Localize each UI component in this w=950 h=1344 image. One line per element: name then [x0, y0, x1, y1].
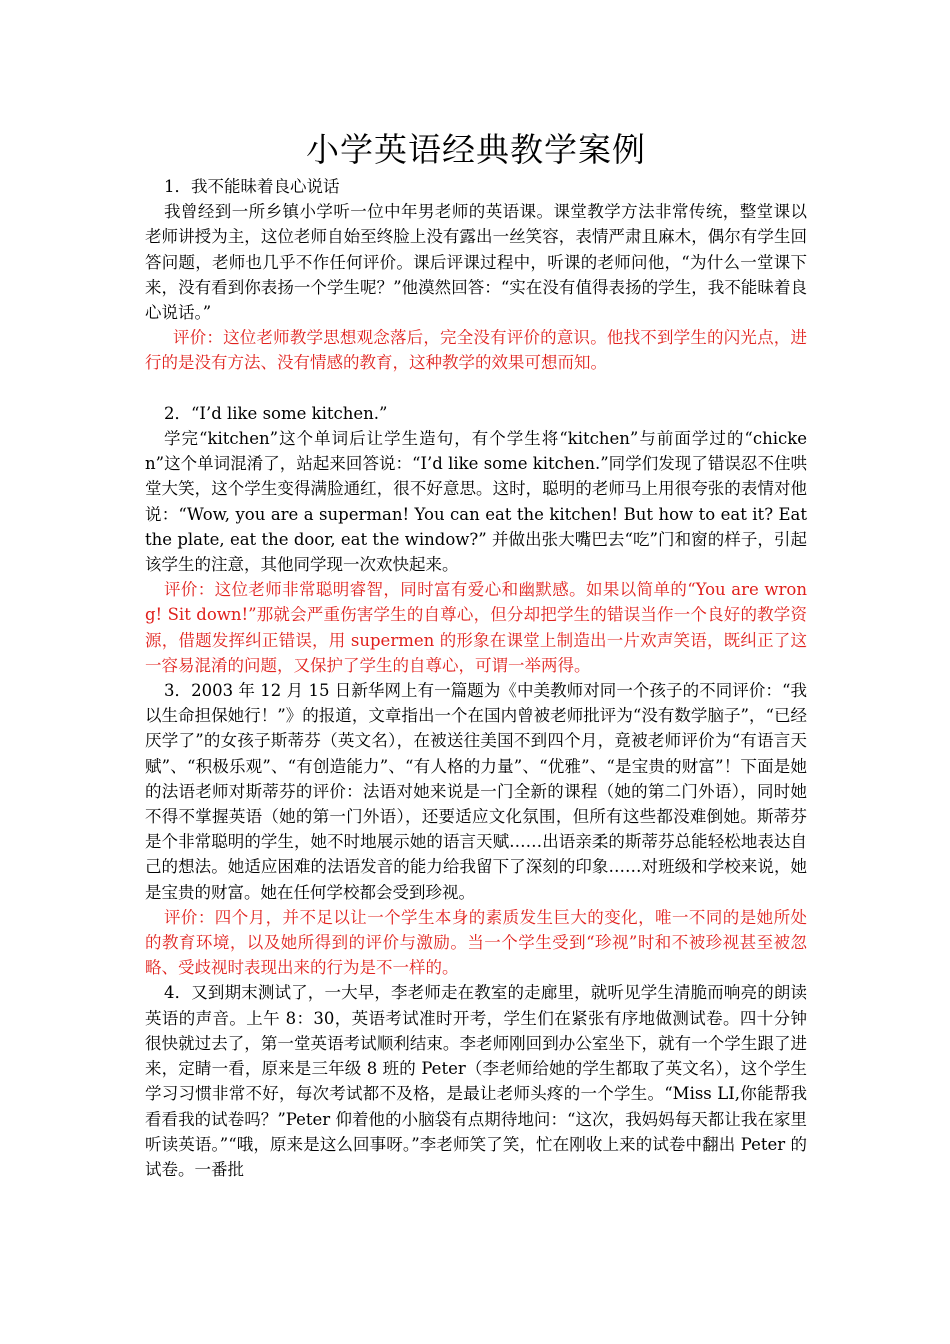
- case-3: [145, 678, 807, 980]
- case-2-body: 学完“kitchen”这个单词后让学生造句，有个学生将“kitchen”与前面学过的“chicken”这个单词混淆了，站起来回答说：“I’d like some kitchen.”同学们发现了错误忍不住哄堂大笑，这个学生变得满脸通红，很不好意思。这时，聪明的老师马上用很夸张的表情对他说：“Wow, you are a superman! You can eat the kitchen! But how to eat it? Eat the plate, eat the door, eat the window?” 并做出张大嘴巴去“吃”门和窗的样子，引起该学生的注意，其他同学现一次欢快起来。: [145, 429, 807, 575]
- paragraph-spacer: [145, 376, 807, 401]
- case-1-heading: 1．我不能昧着良心说话: [164, 177, 340, 196]
- case-2-heading: 2．“I’d like some kitchen.”: [164, 403, 388, 423]
- case-1-evaluation: 评价：这位老师教学思想观念落后，完全没有评价的意识。他找不到学生的闪光点，进行的是没有方法、没有情感的教育，这种教学的效果可想而知。: [145, 328, 807, 373]
- case-3-evaluation: 评价：四个月，并不足以让一个学生本身的素质发生巨大的变化，唯一不同的是她所处的教育环境，以及她所得到的评价与激励。当一个学生受到“珍视”时和不被珍视甚至被忽略、受歧视时表现出来的行为是不一样的。: [145, 907, 807, 978]
- case-2: [145, 401, 807, 678]
- case-2-evaluation: 评价：这位老师非常聪明睿智，同时富有爱心和幽默感。如果以简单的“You are wrong! Sit down!”那就会严重伤害学生的自尊心，但分却把学生的错误当作一个良好的教学资源，借题发挥纠正错误，用 supermen 的形象在课堂上制造出一片欢声笑语，既纠正了这一容易混淆的问题，又保护了学生的自尊心，可谓一举两得。: [145, 580, 807, 675]
- case-1-body: 我曾经到一所乡镇小学听一位中年男老师的英语课。课堂教学方法非常传统，整堂课以老师讲授为主，这位老师自始至终脸上没有露出一丝笑容，表情严肃且麻木，偶尔有学生回答问题，老师也几乎不作任何评价。课后评课过程中，听课的老师问他，“为什么一堂课下来，没有看到你表扬一个学生呢？”他漠然回答：“实在没有值得表扬的学生，我不能昧着良心说话。”: [145, 202, 807, 323]
- case-4-body: 4．又到期末测试了，一大早，李老师走在教室的走廊里，就听见学生清脆而响亮的朗读英语的声音。上午 8：30，英语考试准时开考，学生们在紧张有序地做测试卷。四十分钟很快就过去了，第一堂英语考试顺利结束。李老师刚回到办公室坐下，就有一个学生跟了进来，定睛一看，原来是三年级 8 班的 Peter（李老师给她的学生都取了英文名），这个学生学习习惯非常不好，每次考试都不及格，是最让老师头疼的一个学生。“Miss LI,你能帮我看看我的试卷吗？”Peter 仰着他的小脑袋有点期待地问：“这次，我妈妈每天都让我在家里听读英语。”“哦，原来是这么回事呀。”李老师笑了笑，忙在刚收上来的试卷中翻出 Peter 的试卷。一番批: [145, 983, 807, 1179]
- case-1: [145, 174, 807, 376]
- document-title: 小学英语经典教学案例: [306, 130, 646, 169]
- document-page: [145, 128, 807, 1182]
- case-4: [145, 980, 807, 1182]
- case-3-body: 3．2003 年 12 月 15 日新华网上有一篇题为《中美教师对同一个孩子的不同评价：“我以生命担保她行！”》的报道，文章指出一个在国内曾被老师批评为“没有数学脑子”，“已经厌学了”的女孩子斯蒂芬（英文名），在被送往美国不到四个月，竟被老师评价为“有语言天赋”、“积极乐观”、“有创造能力”、“有人格的力量”、“优雅”、“是宝贵的财富”！下面是她的法语老师对斯蒂芬的评价：法语对她来说是一门全新的课程（她的第二门外语），同时她不得不掌握英语（她的第一门外语），还要适应文化氛围，但所有这些都没难倒她。斯蒂芬是个非常聪明的学生，她不时地展示她的语言天赋……出语亲柔的斯蒂芬总能轻松地表达自己的想法。她适应困难的法语发音的能力给我留下了深刻的印象……对班级和学校来说，她是宝贵的财富。她在任何学校都会受到珍视。: [145, 681, 807, 902]
